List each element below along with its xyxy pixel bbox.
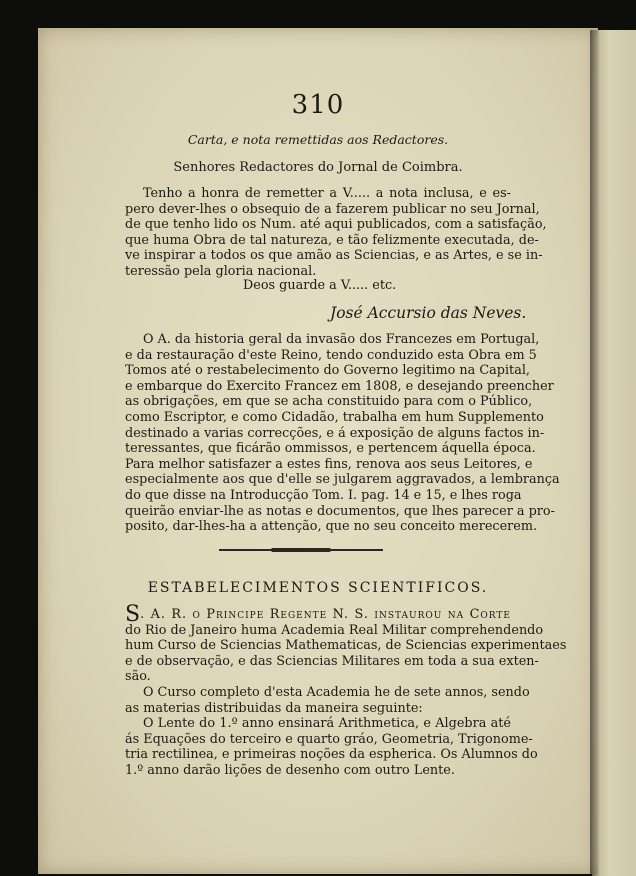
book-page: [38, 28, 598, 874]
page-number: 310: [291, 90, 345, 120]
note-line: e da restauração d'este Reino, tendo conduzido esta Obra em 5: [125, 347, 537, 363]
signature: José Accursio das Neves.: [330, 304, 527, 322]
note-line: O A. da historia geral da invasão dos Francezes em Portugal,: [143, 332, 540, 347]
lente-line: tria rectilinea, e primeiras noções da espherica. Os Alumnos do: [125, 747, 538, 763]
letter-body: [125, 186, 547, 280]
section-line: do Rio de Janeiro huma Academia Real Militar comprehendendo: [125, 622, 544, 638]
note-line: posito, dar-lhes-ha a attenção, que no seu conceito merecerem.: [125, 519, 538, 535]
section-line: hum Curso de Sciencias Mathematicas, de Sciencias experimentaes: [125, 638, 567, 654]
note-line: Tomos até o restabelecimento do Governo legitimo na Capital,: [125, 363, 530, 379]
note-line: queirão enviar-lhe as notas e documentos, que lhes parecer a pro-: [125, 503, 555, 519]
section-line: e de observação, e das Sciencias Militares em toda a sua exten-: [125, 653, 539, 669]
note-line: Para melhor satisfazer a estes fins, renova aos seus Leitores, e: [125, 456, 533, 472]
article-title: Carta, e nota remettidas aos Redactores.: [187, 132, 449, 147]
note-body: [125, 332, 560, 535]
note-line: e embarque do Exercito Francez em 1808, e desejando preencher: [125, 378, 554, 394]
section-body: [125, 602, 567, 779]
section-line: são.: [125, 669, 151, 685]
drop-capital: S: [125, 602, 141, 627]
note-line: destinado a varias correcções, e á exposição de alguns factos in-: [125, 425, 545, 441]
course-line: as materias distribuidas da maneira seguinte:: [125, 700, 423, 716]
letter-line: teressão pela gloria nacional.: [125, 263, 317, 279]
letter-line: ve inspirar a todos os que amão as Sciencias, e as Artes, e se in-: [125, 248, 543, 264]
section-first-line: [125, 602, 511, 627]
letter-closing: Deos guarde a V..... etc.: [243, 278, 397, 293]
course-line: O Curso completo d'esta Academia he de sete annos, sendo: [143, 684, 530, 700]
letter-line: pero dever-lhes o obsequio de a fazerem publicar no seu Jornal,: [125, 201, 540, 217]
letter-line: Tenho a honra de remetter a V..... a nota inclusa, e es-: [143, 186, 511, 201]
letter-line: de que tenho lido os Num. até aqui publicados, com a satisfação,: [125, 217, 547, 233]
lente-line: O Lente do 1.º anno ensinará Arithmetica, e Algebra até: [143, 716, 511, 732]
note-line: como Escriptor, e como Cidadão, trabalha em hum Supplemento: [125, 409, 544, 425]
note-line: as obrigações, em que se acha constituido para com o Público,: [125, 394, 533, 410]
section-first-line-text: . A. R. o Principe Regente N. S. instaurou na Corte: [140, 607, 511, 622]
lente-line: 1.º anno darão lições de desenho com outro Lente.: [125, 762, 455, 778]
note-line: teressantes, que ficárão ommissos, e pertencem áquella época.: [125, 441, 536, 457]
letter-line: que huma Obra de tal natureza, e tão felizmente executada, de-: [125, 232, 539, 248]
lente-line: ás Equações do terceiro e quarto gráo, Geometria, Trigonome-: [125, 731, 533, 747]
section-heading: ESTABELECIMENTOS SCIENTIFICOS.: [147, 580, 489, 596]
gutter-shadow: [590, 30, 600, 876]
note-line: do que disse na Introducção Tom. I. pag. 14 e 15, e lhes roga: [125, 487, 522, 503]
note-line: especialmente aos que d'elle se julgarem aggravados, a lembrança: [125, 472, 560, 488]
section-divider: [219, 549, 383, 551]
letter-salutation: Senhores Redactores do Jornal de Coimbra.: [173, 160, 463, 175]
